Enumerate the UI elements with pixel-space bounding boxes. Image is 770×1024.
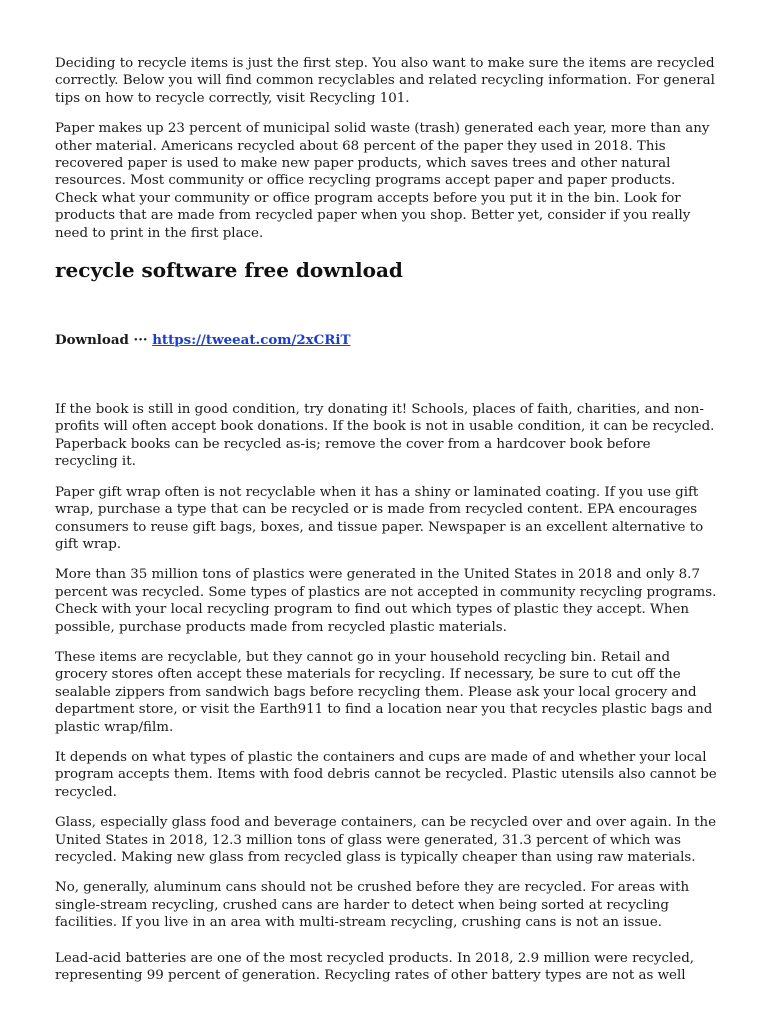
body-paragraph-aluminum: No, generally, aluminum cans should not be crushed before they are recycled. For areas with single-stream recycling, crushed cans are harder to detect when being sorted at recycling facilities. If you live in an area with multi-stream recycling, crushing cans is not an issue.	[55, 880, 690, 931]
body-paragraph-glass: Glass, especially glass food and beverage containers, can be recycled over and over again. In the United States in 2018, 12.3 million tons of glass were generated, 31.3 percent of which was recycled. Making new glass from recycled glass is typically cheaper than using raw materials.	[55, 815, 717, 865]
page-heading: recycle software free download	[55, 258, 403, 283]
download-label: Download ···	[55, 332, 148, 349]
body-paragraph-containers: It depends on what types of plastic the containers and cups are made of and whether your local program accepts them. Items with food debris cannot be recycled. Plastic utensils also cannot be recycled.	[55, 749, 717, 800]
body-paragraph-batteries: Lead-acid batteries are one of the most recycled products. In 2018, 2.9 million were recycled, representing 99 percent of generation. Recycling rates of other battery types are not as well	[55, 950, 695, 984]
download-link[interactable]: https://tweeat.com/2xCRiT	[152, 332, 351, 349]
body-paragraph-books: If the book is still in good condition, try donating it! Schools, places of faith, charities, and non-profits will often accept book donations. If the book is not in usable condition, it can be recycled. Paperback books can be recycled as-is; remove the cover from a hardcover book before recycling it.	[55, 402, 715, 470]
body-paragraph-gift-wrap: Paper gift wrap often is not recyclable when it has a shiny or laminated coating. If you use gift wrap, purchase a type that can be recycled or is made from recycled content. EPA encourages consumers to reuse gift bags, boxes, and tissue paper. Newspaper is an excellent alternative to gift wrap.	[55, 484, 704, 552]
intro-paragraph-2: Paper makes up 23 percent of municipal solid waste (trash) generated each year, more than any other material. Americans recycled about 68 percent of the paper they used in 2018. This recovered paper is used to make new paper products, which saves trees and other natural resources. Most community or office recycling programs accept paper and paper products. Check what your community or office program accepts before you put it in the bin. Look for products that are made from recycled paper when you shop. Better yet, consider if you really need to print in the first place.	[55, 121, 710, 241]
spacer	[55, 349, 717, 401]
intro-paragraph-1: Deciding to recycle items is just the first step. You also want to make sure the items are recycled correctly. Below you will find common recyclables and related recycling information. For general tips on how to recycle correctly, visit Recycling 101.	[55, 56, 715, 106]
download-line	[55, 331, 717, 349]
body-paragraph-plastic-bags: These items are recyclable, but they cannot go in your household recycling bin. Retail and grocery stores often accept these materials for recycling. If necessary, be sure to cut off the sealable zippers from sandwich bags before recycling them. Please ask your local grocery and department store, or visit the Earth911 to find a location near you that recycles plastic bags and plastic wrap/film.	[55, 649, 713, 735]
document-page	[55, 55, 717, 997]
body-paragraph-plastics: More than 35 million tons of plastics were generated in the United States in 2018 and only 8.7 percent was recycled. Some types of plastics are not accepted in community recycling programs. Check with your local recycling program to find out which types of plastic they accept. When possible, purchase products made from recycled plastic materials.	[55, 567, 717, 635]
